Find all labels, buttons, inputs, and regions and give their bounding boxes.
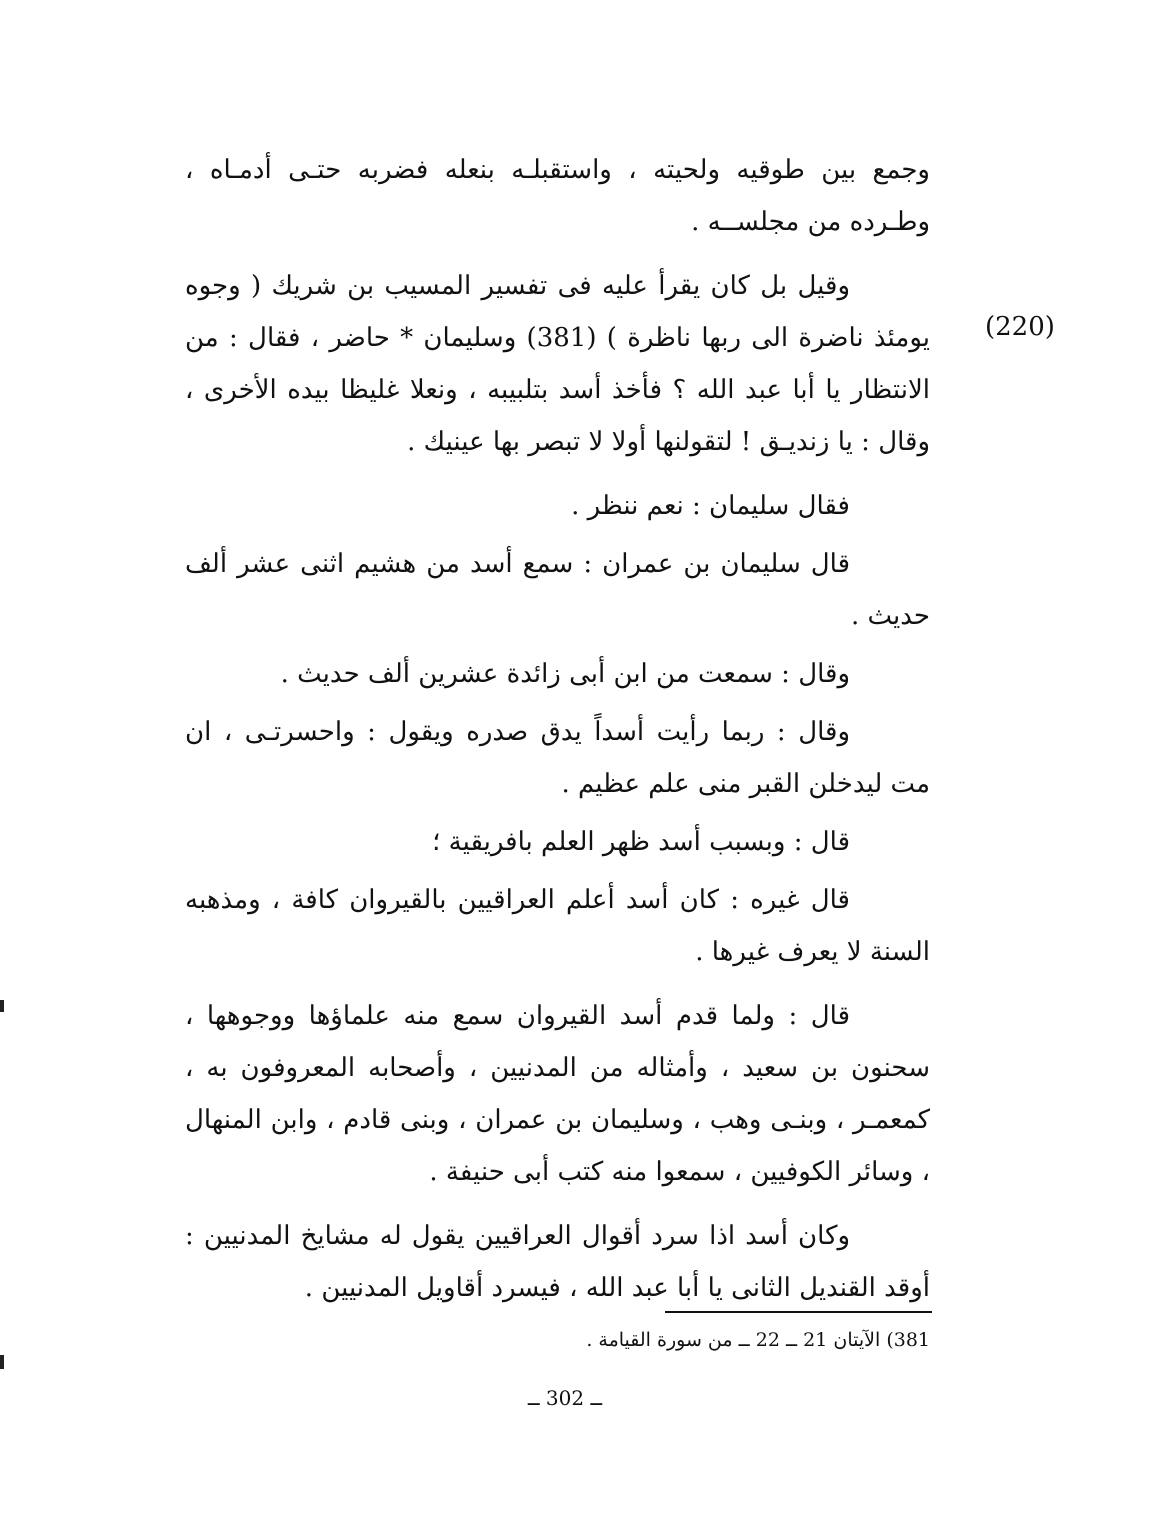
paragraph-8: قال غيره : كان أسد أعلم العراقيين بالقيروان كافة ، ومذهبه السنة لا يعرف غيرها . <box>185 885 930 967</box>
paragraph-5: وقال : سمعت من ابن أبى زائدة عشرين ألف حديث . <box>280 659 850 689</box>
paragraph-3: فقال سليمان : نعم ننظر . <box>571 491 850 521</box>
page-number: ــ 302 ــ <box>527 1386 603 1410</box>
paragraph-2: وقيل بل كان يقرأ عليه فى تفسير المسيب بن شريك ( وجوه يومئذ ناضرة الى ربها ناظرة ) (381) وسليمان * حاضر ، فقال : من الانتظار يا أبا عبد الله ؟ فأخذ أسد بتلبيبه ، ونعلا غليظا بيده الأخرى ، وقال : يا زنديـق ! لتقولنها أولا لا تبصر بها عينيك . <box>185 271 930 457</box>
paragraph-4: قال سليمان بن عمران : سمع أسد من هشيم اثنى عشر ألف حديث . <box>185 549 930 631</box>
footnote-divider <box>665 1311 932 1313</box>
body-text <box>185 144 930 1314</box>
footnote: 381) الآيتان 21 ــ 22 ــ من سورة القيامة . <box>586 1329 930 1351</box>
margin-line-number: (220) <box>985 312 1055 342</box>
paragraph-1: وجمع بين طوقيه ولحيته ، واستقبلـه بنعله فضربه حتـى أدمـاه ، وطـرده من مجلســه . <box>185 155 930 237</box>
scan-edge-mark-top <box>0 1000 4 1012</box>
paragraph-10: وكان أسد اذا سرد أقوال العراقيين يقول له مشايخ المدنيين : أوقد القنديل الثانى يا أبا عبد الله ، فيسرد أقاويل المدنيين . <box>185 1221 930 1303</box>
scan-edge-mark-bottom <box>0 1355 4 1369</box>
paragraph-9: قال : ولما قدم أسد القيروان سمع منه علماؤها ووجوهها ، سحنون بن سعيد ، وأمثاله من المدنيين ، وأصحابه المعروفون به ، كمعمـر ، وبنـى وهب ، وسليمان بن عمران ، وبنى قادم ، وابن المنهال ، وسائر الكوفيين ، سمعوا منه كتب أبى حنيفة . <box>185 1001 930 1187</box>
paragraph-6: وقال : ربما رأيت أسداً يدق صدره ويقول : واحسرتـى ، ان مت ليدخلن القبر منى علم عظيم . <box>185 717 930 799</box>
paragraph-7: قال : وبسبب أسد ظهر العلم بافريقية ؛ <box>432 827 850 857</box>
